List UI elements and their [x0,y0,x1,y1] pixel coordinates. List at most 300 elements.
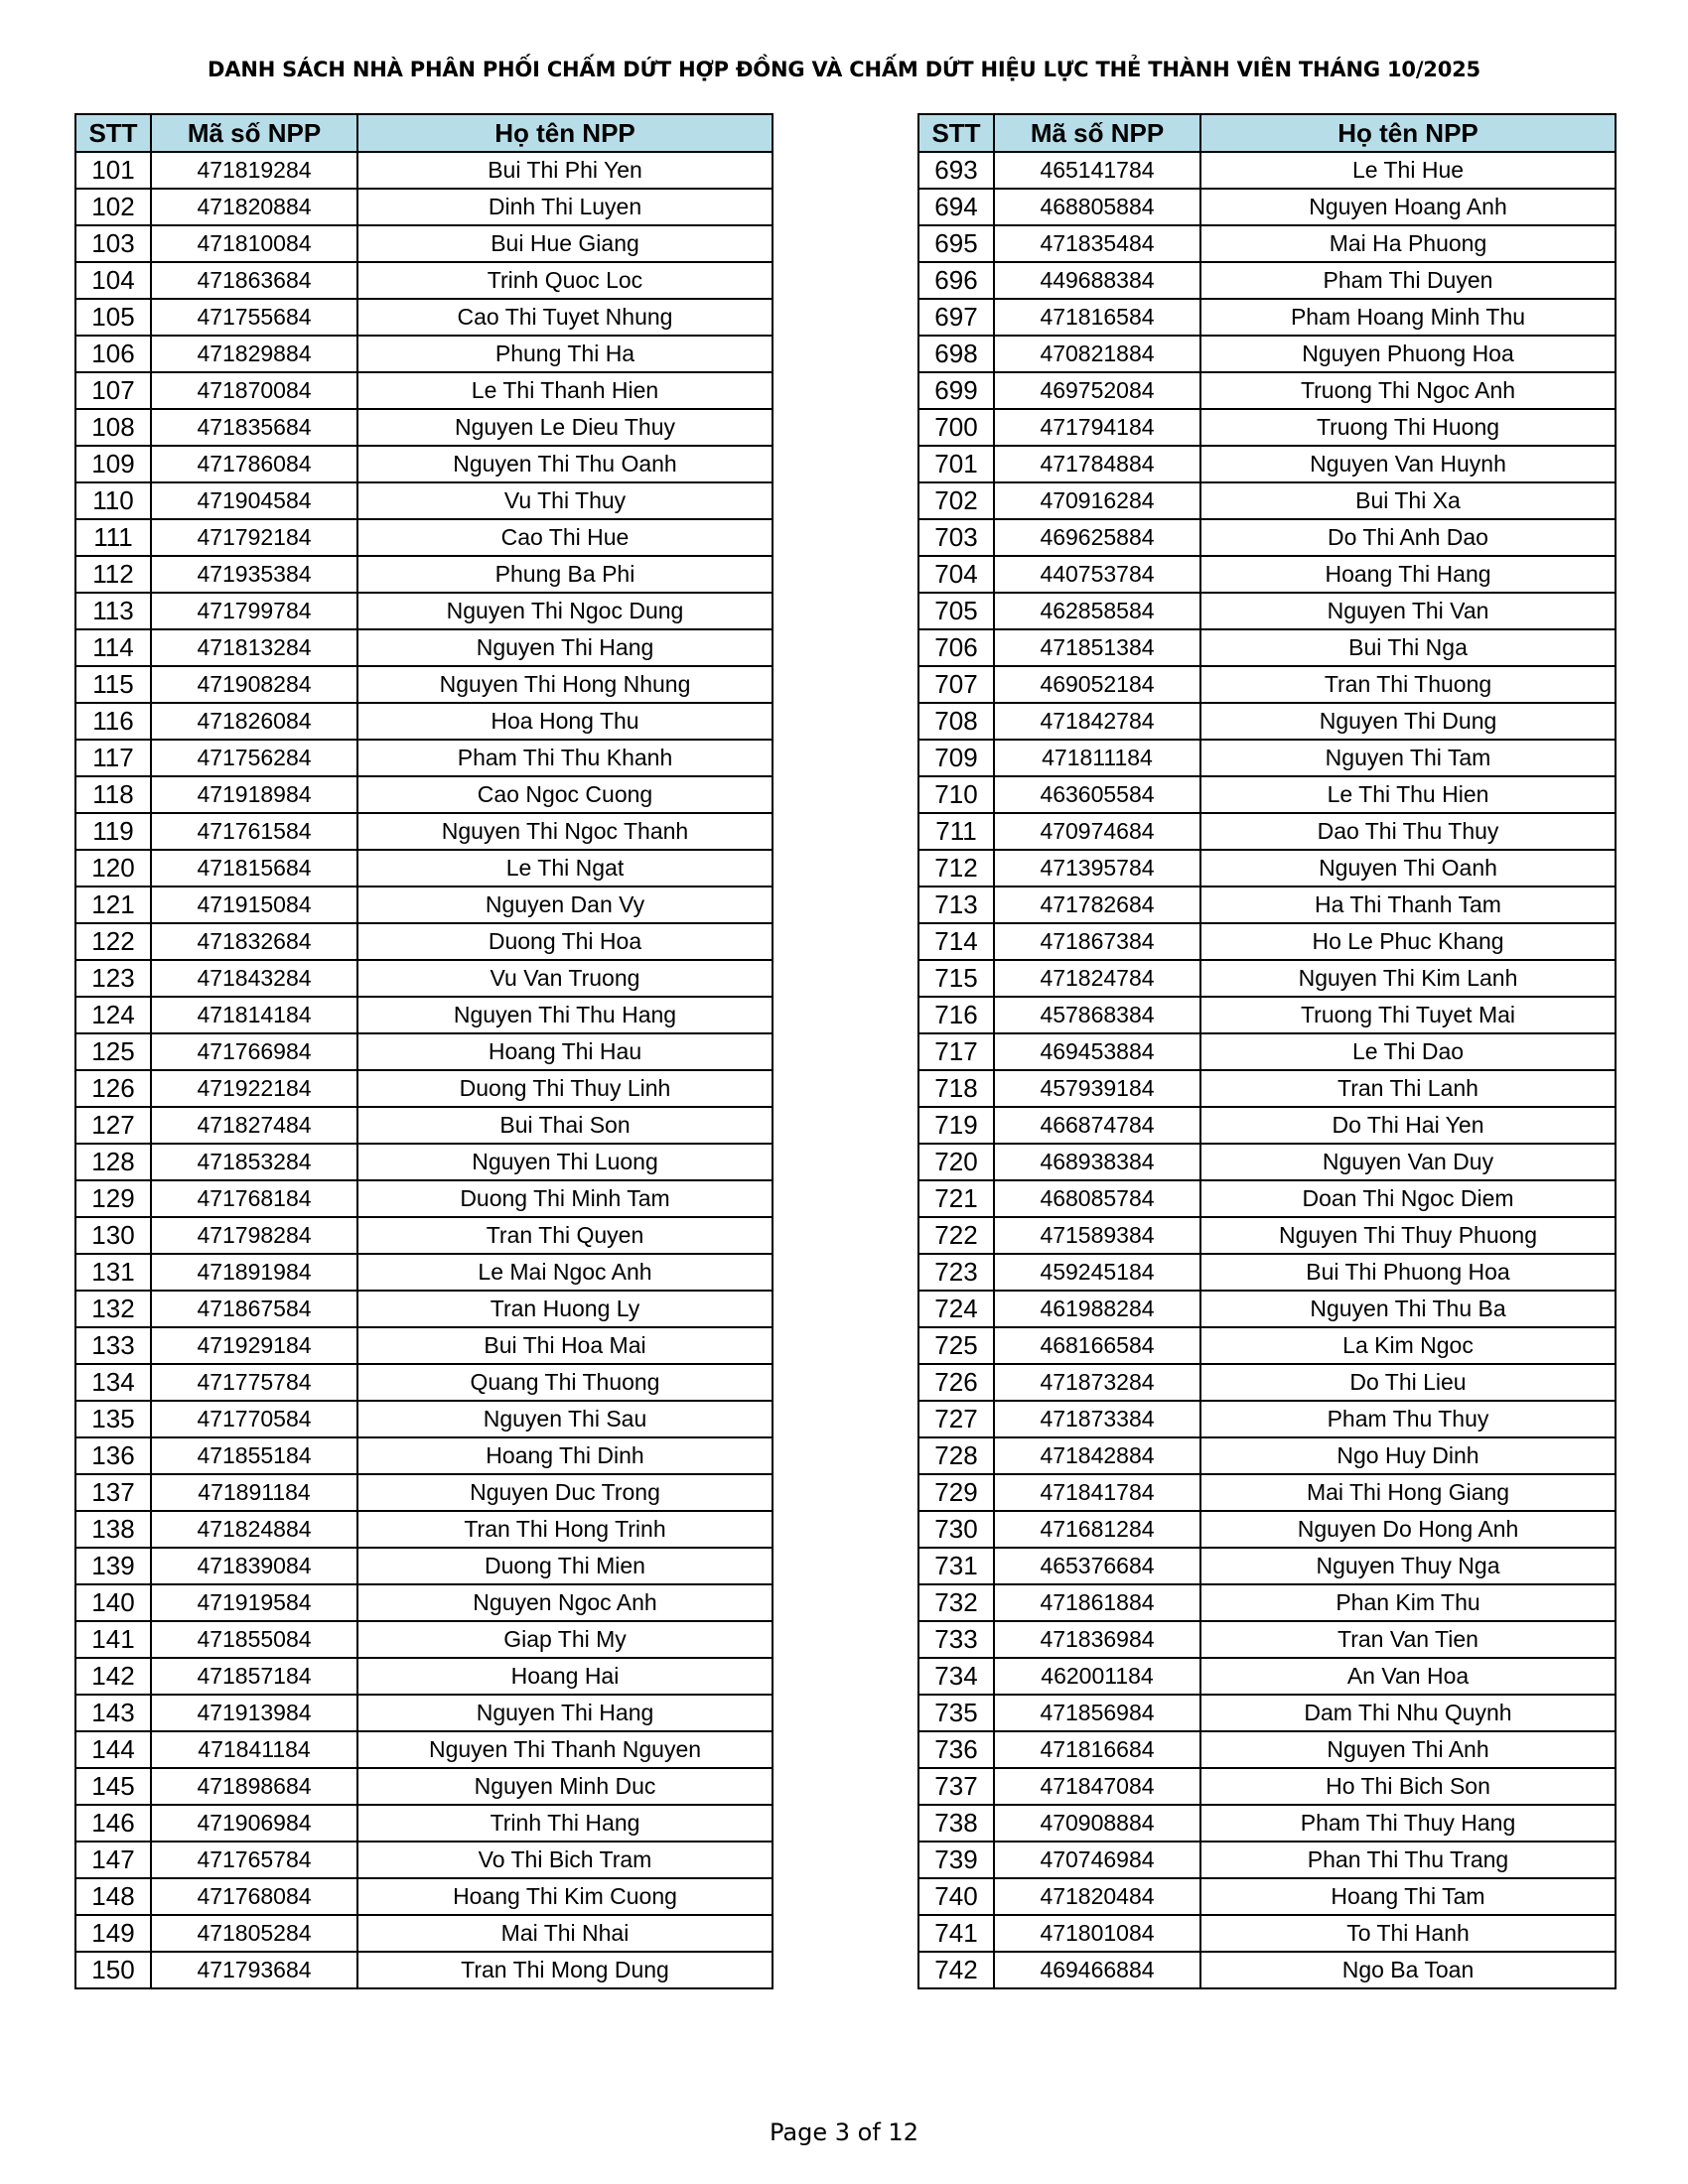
stt-cell: 709 [918,740,994,776]
table-row [75,1437,773,1474]
npp-code-cell: 471908284 [151,666,357,703]
npp-code-cell: 471811184 [994,740,1200,776]
npp-code-cell: 471761584 [151,813,357,850]
npp-name-cell: Cao Thi Tuyet Nhung [357,299,773,336]
npp-name-cell: Bui Thi Phi Yen [357,152,773,189]
stt-cell: 698 [918,336,994,372]
table-row [918,776,1616,813]
npp-code-cell: 471816584 [994,299,1200,336]
npp-code-cell: 471770584 [151,1401,357,1437]
stt-cell: 113 [75,593,151,629]
npp-code-cell: 471919584 [151,1584,357,1621]
table-row [75,1952,773,1988]
table-row [918,1731,1616,1768]
column-header-stt: STT [75,114,151,152]
npp-code-cell: 471756284 [151,740,357,776]
npp-name-cell: Dao Thi Thu Thuy [1200,813,1616,850]
npp-name-cell: Bui Hue Giang [357,225,773,262]
npp-code-cell: 471935384 [151,556,357,593]
npp-code-cell: 471820884 [151,189,357,225]
npp-name-cell: Bui Thi Nga [1200,629,1616,666]
table-header-row [918,114,1616,152]
table-row [75,1548,773,1584]
npp-name-cell: Nguyen Thi Thanh Nguyen [357,1731,773,1768]
npp-code-cell: 471782684 [994,887,1200,923]
npp-name-cell: Le Mai Ngoc Anh [357,1254,773,1291]
npp-code-cell: 471922184 [151,1070,357,1107]
npp-code-cell: 471843284 [151,960,357,997]
table-row [918,189,1616,225]
stt-cell: 115 [75,666,151,703]
npp-name-cell: Nguyen Thi Thu Hang [357,997,773,1033]
stt-cell: 114 [75,629,151,666]
npp-code-cell: 471839084 [151,1548,357,1584]
npp-code-cell: 471835684 [151,409,357,446]
npp-code-cell: 471681284 [994,1511,1200,1548]
table-row [75,262,773,299]
npp-name-cell: Pham Thi Thu Khanh [357,740,773,776]
npp-code-cell: 471820484 [994,1878,1200,1915]
stt-cell: 704 [918,556,994,593]
npp-code-cell: 471851384 [994,629,1200,666]
table-row [75,189,773,225]
npp-name-cell: Nguyen Thi Anh [1200,1731,1616,1768]
stt-cell: 695 [918,225,994,262]
stt-cell: 116 [75,703,151,740]
npp-name-cell: Nguyen Van Huynh [1200,446,1616,482]
npp-name-cell: Duong Thi Minh Tam [357,1180,773,1217]
npp-name-cell: Dinh Thi Luyen [357,189,773,225]
table-row [75,1584,773,1621]
table-row [75,1658,773,1695]
npp-code-cell: 470908884 [994,1805,1200,1842]
stt-cell: 109 [75,446,151,482]
npp-name-cell: Nguyen Thi Tam [1200,740,1616,776]
npp-code-cell: 471863684 [151,262,357,299]
npp-code-cell: 469453884 [994,1033,1200,1070]
stt-cell: 711 [918,813,994,850]
npp-code-cell: 471824784 [994,960,1200,997]
npp-name-cell: Nguyen Thi Van [1200,593,1616,629]
table-row [75,703,773,740]
table-row [75,740,773,776]
table-row [918,703,1616,740]
stt-cell: 144 [75,1731,151,1768]
npp-code-cell: 459245184 [994,1254,1200,1291]
npp-code-cell: 471755684 [151,299,357,336]
stt-cell: 707 [918,666,994,703]
npp-name-cell: Duong Thi Mien [357,1548,773,1584]
npp-code-cell: 462001184 [994,1658,1200,1695]
table-row [75,666,773,703]
table-row [918,556,1616,593]
npp-name-cell: Ha Thi Thanh Tam [1200,887,1616,923]
npp-code-cell: 462858584 [994,593,1200,629]
npp-name-cell: Nguyen Thi Hang [357,1695,773,1731]
stt-cell: 124 [75,997,151,1033]
table-row [75,556,773,593]
npp-name-cell: Nguyen Thi Thu Oanh [357,446,773,482]
table-row [75,225,773,262]
npp-code-cell: 471841184 [151,1731,357,1768]
stt-cell: 701 [918,446,994,482]
npp-name-cell: Ngo Ba Toan [1200,1952,1616,1988]
npp-code-cell: 471847084 [994,1768,1200,1805]
npp-name-cell: Phan Thi Thu Trang [1200,1842,1616,1878]
npp-code-cell: 471816684 [994,1731,1200,1768]
stt-cell: 125 [75,1033,151,1070]
npp-name-cell: La Kim Ngoc [1200,1327,1616,1364]
table-row [918,1144,1616,1180]
npp-name-cell: Vu Van Truong [357,960,773,997]
table-row [75,1070,773,1107]
npp-code-cell: 471395784 [994,850,1200,887]
npp-name-cell: Tran Thi Hong Trinh [357,1511,773,1548]
npp-name-cell: Nguyen Do Hong Anh [1200,1511,1616,1548]
npp-code-cell: 468938384 [994,1144,1200,1180]
stt-cell: 120 [75,850,151,887]
npp-name-cell: Tran Thi Thuong [1200,666,1616,703]
stt-cell: 106 [75,336,151,372]
table-row [75,1180,773,1217]
table-row [75,1695,773,1731]
npp-code-cell: 471906984 [151,1805,357,1842]
npp-name-cell: Nguyen Thi Hong Nhung [357,666,773,703]
stt-cell: 130 [75,1217,151,1254]
npp-code-cell: 471873284 [994,1364,1200,1401]
npp-name-cell: Truong Thi Huong [1200,409,1616,446]
npp-code-cell: 471873384 [994,1401,1200,1437]
table-row [75,887,773,923]
table-row [918,225,1616,262]
npp-name-cell: Bui Thi Hoa Mai [357,1327,773,1364]
stt-cell: 738 [918,1805,994,1842]
stt-cell: 132 [75,1291,151,1327]
stt-cell: 714 [918,923,994,960]
stt-cell: 108 [75,409,151,446]
npp-name-cell: Nguyen Van Duy [1200,1144,1616,1180]
stt-cell: 700 [918,409,994,446]
npp-code-cell: 457868384 [994,997,1200,1033]
table-row [918,1291,1616,1327]
table-row [75,372,773,409]
table-row [75,519,773,556]
table-row [918,997,1616,1033]
distributor-table-left [74,113,774,1989]
column-header-name: Họ tên NPP [1200,114,1616,152]
npp-code-cell: 440753784 [994,556,1200,593]
npp-code-cell: 463605584 [994,776,1200,813]
npp-name-cell: Hoang Hai [357,1658,773,1695]
stt-cell: 716 [918,997,994,1033]
npp-name-cell: Duong Thi Thuy Linh [357,1070,773,1107]
npp-code-cell: 471827484 [151,1107,357,1144]
npp-name-cell: Ho Thi Bich Son [1200,1768,1616,1805]
document-title: DANH SÁCH NHÀ PHÂN PHỐI CHẤM DỨT HỢP ĐỒNG VÀ CHẤM DỨT HIỆU LỰC THẺ THÀNH VIÊN THÁNG 10/2025 [208,58,1480,81]
stt-cell: 705 [918,593,994,629]
npp-code-cell: 471918984 [151,776,357,813]
npp-name-cell: Le Thi Hue [1200,152,1616,189]
stt-cell: 697 [918,299,994,336]
stt-cell: 732 [918,1584,994,1621]
table-row [75,1621,773,1658]
table-body-right [918,152,1616,1988]
npp-name-cell: Do Thi Anh Dao [1200,519,1616,556]
npp-name-cell: Hoa Hong Thu [357,703,773,740]
npp-name-cell: Giap Thi My [357,1621,773,1658]
npp-code-cell: 470916284 [994,482,1200,519]
stt-cell: 726 [918,1364,994,1401]
npp-code-cell: 471810084 [151,225,357,262]
npp-code-cell: 471768184 [151,1180,357,1217]
npp-code-cell: 468166584 [994,1327,1200,1364]
stt-cell: 721 [918,1180,994,1217]
npp-code-cell: 471855084 [151,1621,357,1658]
stt-cell: 740 [918,1878,994,1915]
table-row [75,299,773,336]
stt-cell: 137 [75,1474,151,1511]
table-row [918,1621,1616,1658]
npp-name-cell: Nguyen Minh Duc [357,1768,773,1805]
npp-name-cell: Tran Thi Quyen [357,1217,773,1254]
npp-code-cell: 471792184 [151,519,357,556]
table-row [918,372,1616,409]
table-row [918,262,1616,299]
stt-cell: 737 [918,1768,994,1805]
table-row [75,776,773,813]
npp-code-cell: 471765784 [151,1842,357,1878]
npp-code-cell: 471841784 [994,1474,1200,1511]
npp-code-cell: 465376684 [994,1548,1200,1584]
stt-cell: 725 [918,1327,994,1364]
stt-cell: 699 [918,372,994,409]
table-row [918,1952,1616,1988]
stt-cell: 723 [918,1254,994,1291]
stt-cell: 103 [75,225,151,262]
npp-code-cell: 465141784 [994,152,1200,189]
npp-code-cell: 471814184 [151,997,357,1033]
page-number: Page 3 of 12 [770,2118,918,2146]
table-row [75,1217,773,1254]
stt-cell: 123 [75,960,151,997]
npp-code-cell: 469625884 [994,519,1200,556]
npp-name-cell: Mai Ha Phuong [1200,225,1616,262]
table-row [75,1291,773,1327]
column-header-stt: STT [918,114,994,152]
npp-name-cell: Tran Van Tien [1200,1621,1616,1658]
npp-code-cell: 471801084 [994,1915,1200,1952]
stt-cell: 733 [918,1621,994,1658]
npp-name-cell: Nguyen Thi Ngoc Thanh [357,813,773,850]
npp-code-cell: 471915084 [151,887,357,923]
table-row [75,1511,773,1548]
table-row [918,1474,1616,1511]
npp-name-cell: Hoang Thi Dinh [357,1437,773,1474]
npp-name-cell: Nguyen Ngoc Anh [357,1584,773,1621]
table-row [918,409,1616,446]
npp-code-cell: 471842884 [994,1437,1200,1474]
npp-code-cell: 471929184 [151,1327,357,1364]
npp-name-cell: Dam Thi Nhu Quynh [1200,1695,1616,1731]
stt-cell: 140 [75,1584,151,1621]
npp-code-cell: 471784884 [994,446,1200,482]
stt-cell: 696 [918,262,994,299]
npp-name-cell: Tran Thi Mong Dung [357,1952,773,1988]
npp-name-cell: Hoang Thi Kim Cuong [357,1878,773,1915]
table-row [918,813,1616,850]
table-row [75,336,773,372]
table-row [918,1805,1616,1842]
npp-name-cell: Tran Thi Lanh [1200,1070,1616,1107]
stt-cell: 706 [918,629,994,666]
stt-cell: 150 [75,1952,151,1988]
table-row [75,1878,773,1915]
stt-cell: 104 [75,262,151,299]
npp-code-cell: 471794184 [994,409,1200,446]
npp-name-cell: Truong Thi Ngoc Anh [1200,372,1616,409]
table-row [918,629,1616,666]
stt-cell: 148 [75,1878,151,1915]
npp-name-cell: Ngo Huy Dinh [1200,1437,1616,1474]
npp-name-cell: Tran Huong Ly [357,1291,773,1327]
table-row [918,1401,1616,1437]
stt-cell: 131 [75,1254,151,1291]
stt-cell: 694 [918,189,994,225]
table-row [918,446,1616,482]
table-row [918,1658,1616,1695]
table-row [75,960,773,997]
npp-code-cell: 468085784 [994,1180,1200,1217]
npp-name-cell: Phung Ba Phi [357,556,773,593]
npp-name-cell: Le Thi Thu Hien [1200,776,1616,813]
table-row [918,299,1616,336]
table-row [75,482,773,519]
npp-name-cell: Do Thi Hai Yen [1200,1107,1616,1144]
npp-name-cell: Nguyen Duc Trong [357,1474,773,1511]
stt-cell: 135 [75,1401,151,1437]
table-row [75,1364,773,1401]
stt-cell: 720 [918,1144,994,1180]
table-row [918,1033,1616,1070]
npp-code-cell: 471861884 [994,1584,1200,1621]
table-row [75,1254,773,1291]
npp-code-cell: 471853284 [151,1144,357,1180]
npp-name-cell: Nguyen Le Dieu Thuy [357,409,773,446]
table-row [75,1805,773,1842]
table-row [75,409,773,446]
table-row [918,519,1616,556]
npp-code-cell: 469466884 [994,1952,1200,1988]
stt-cell: 127 [75,1107,151,1144]
stt-cell: 107 [75,372,151,409]
npp-code-cell: 471815684 [151,850,357,887]
npp-name-cell: Phan Kim Thu [1200,1584,1616,1621]
npp-code-cell: 469752084 [994,372,1200,409]
table-row [75,1768,773,1805]
stt-cell: 715 [918,960,994,997]
table-row [918,1878,1616,1915]
npp-name-cell: Trinh Quoc Loc [357,262,773,299]
stt-cell: 717 [918,1033,994,1070]
stt-cell: 134 [75,1364,151,1401]
table-row [918,1070,1616,1107]
npp-code-cell: 471867384 [994,923,1200,960]
table-row [75,1144,773,1180]
npp-name-cell: Do Thi Lieu [1200,1364,1616,1401]
table-row [75,997,773,1033]
npp-name-cell: Nguyen Thuy Nga [1200,1548,1616,1584]
table-row [918,1180,1616,1217]
stt-cell: 111 [75,519,151,556]
stt-cell: 141 [75,1621,151,1658]
npp-code-cell: 471824884 [151,1511,357,1548]
npp-code-cell: 471766984 [151,1033,357,1070]
npp-name-cell: Doan Thi Ngoc Diem [1200,1180,1616,1217]
npp-code-cell: 471819284 [151,152,357,189]
table-row [918,1107,1616,1144]
stt-cell: 129 [75,1180,151,1217]
npp-code-cell: 471857184 [151,1658,357,1695]
npp-name-cell: Truong Thi Tuyet Mai [1200,997,1616,1033]
npp-code-cell: 471913984 [151,1695,357,1731]
npp-name-cell: Trinh Thi Hang [357,1805,773,1842]
table-body-left [75,152,773,1988]
table-row [75,1915,773,1952]
npp-code-cell: 470974684 [994,813,1200,850]
stt-cell: 118 [75,776,151,813]
npp-name-cell: Mai Thi Hong Giang [1200,1474,1616,1511]
npp-name-cell: Hoang Thi Hang [1200,556,1616,593]
npp-name-cell: Nguyen Thi Thu Ba [1200,1291,1616,1327]
npp-name-cell: Le Thi Ngat [357,850,773,887]
table-row [75,1033,773,1070]
stt-cell: 136 [75,1437,151,1474]
table-row [918,740,1616,776]
table-row [918,593,1616,629]
stt-cell: 138 [75,1511,151,1548]
npp-code-cell: 471798284 [151,1217,357,1254]
table-row [918,887,1616,923]
npp-name-cell: Le Thi Dao [1200,1033,1616,1070]
stt-cell: 122 [75,923,151,960]
distributor-table-right [917,113,1617,1989]
stt-cell: 731 [918,1548,994,1584]
stt-cell: 110 [75,482,151,519]
npp-code-cell: 471826084 [151,703,357,740]
table-row [75,1731,773,1768]
npp-code-cell: 471836984 [994,1621,1200,1658]
table-row [918,1695,1616,1731]
stt-cell: 703 [918,519,994,556]
table-row [918,960,1616,997]
table-header-row [75,114,773,152]
npp-code-cell: 471775784 [151,1364,357,1401]
table-row [918,1327,1616,1364]
stt-cell: 728 [918,1437,994,1474]
npp-name-cell: Vu Thi Thuy [357,482,773,519]
table-row [918,1842,1616,1878]
table-row [918,1364,1616,1401]
npp-name-cell: Mai Thi Nhai [357,1915,773,1952]
table-row [918,1254,1616,1291]
npp-code-cell: 468805884 [994,189,1200,225]
npp-code-cell: 466874784 [994,1107,1200,1144]
npp-code-cell: 469052184 [994,666,1200,703]
npp-name-cell: Bui Thi Phuong Hoa [1200,1254,1616,1291]
stt-cell: 112 [75,556,151,593]
npp-name-cell: Quang Thi Thuong [357,1364,773,1401]
npp-code-cell: 471813284 [151,629,357,666]
